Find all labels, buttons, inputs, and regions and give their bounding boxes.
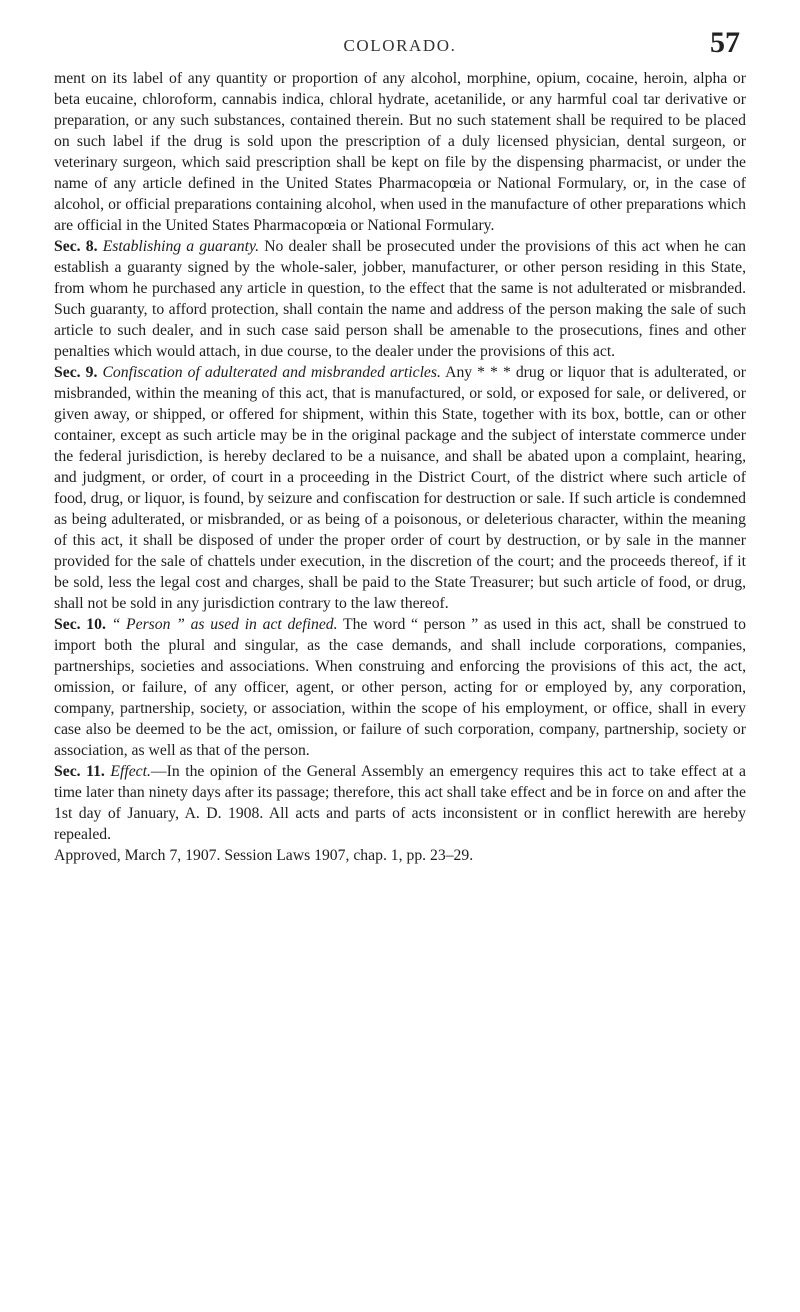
section-number: Sec. 9.: [54, 364, 98, 381]
section-title: Establishing a guaranty.: [102, 238, 260, 255]
section-text: No dealer shall be prosecuted under the provisions of this act when he can establish a guaranty signed by the whole-saler, jobber, manufacturer, or other person residing in this State, from whom he purchased any article in question, to the effect that the same is not adulterated or misbranded. Such guaranty, to afford protection, shall contain the name and address of the person making the sale of such article to such dealer, and in such case said person shall be amenable to the prosecutions, fines and other penalties which would attach, in due course, to the dealer under the provisions of this act.: [54, 238, 747, 360]
section-text: —In the opinion of the General Assembly an emergency requires this act to take effect at a time later than ninety days after its passage; therefore, this act shall take effect and be in force on and after the 1st day of January, A. D. 1908. All acts and parts of acts inconsistent or in conflict herewith are hereby repealed.: [54, 763, 746, 843]
running-title: COLORADO.: [343, 36, 457, 55]
section-title: Confiscation of adulterated and misbranded articles.: [102, 364, 441, 381]
section-11: [54, 761, 746, 845]
body-text: [54, 68, 746, 866]
section-number: Sec. 11.: [54, 763, 105, 780]
running-header: [0, 26, 800, 66]
section-9: [54, 362, 746, 614]
section-number: Sec. 8.: [54, 238, 98, 255]
section-title: “ Person ” as used in act defined.: [111, 616, 338, 633]
section-8: [54, 236, 746, 362]
section-title: Effect.: [110, 763, 151, 780]
section-text: Any * * * drug or liquor that is adulterated, or misbranded, within the meaning of this act, that is manufactured, or sold, or exposed for sale, or delivered, or given away, or shipped, or offered for shipment, within this State, together with its box, bottle, can or other container, except as such article may be in the original package and the subject of interstate commerce under the federal jurisdiction, is hereby declared to be a nuisance, and shall be abated upon a complaint, hearing, and judgment, or order, of court in a proceeding in the District Court, of the district where such article of food, drug, or liquor, is found, by seizure and confiscation for destruction or sale. If such article is condemned as being adulterated, or misbranded, or as being of a poisonous, or deleterious character, within the meaning of this act, it shall be disposed of under the proper order of court by destruction, or by sale in the manner provided for the sale of chattels under execution, in the discretion of the court; and the proceeds thereof, if it be sold, less the legal cost and charges, shall be paid to the State Treasurer; but such article of food, or drug, shall not be sold in any jurisdiction contrary to the law thereof.: [54, 364, 747, 612]
section-text: The word “ person ” as used in this act, shall be construed to import both the plural and singular, as the case demands, and shall include corporations, companies, partnerships, societies and associations. When construing and enforcing the provisions of this act, the act, omission, or failure, of any officer, agent, or other person, acting for or employed by, any corporation, company, partnership, society, or association, within the scope of his employment, or office, shall in every case also be deemed to be the act, omission, or failure of such corporation, company, partnership, society or association, as well as that of the person.: [54, 616, 746, 759]
section-number: Sec. 10.: [54, 616, 106, 633]
page-number: 57: [710, 26, 740, 59]
paragraph-continued: ment on its label of any quantity or proportion of any alcohol, morphine, opium, cocaine, heroin, alpha or beta eucaine, chloroform, cannabis indica, chloral hydrate, acetanilide, or any harmful coal tar derivative or preparation, or any such substances, contained therein. But no such statement shall be required to be placed on such label if the drug is sold upon the prescription of a duly licensed physician, dental surgeon, or veterinary surgeon, which said prescription shall be kept on file by the dispensing pharmacist, or under the name of any article defined in the United States Pharmacopœia or National Formulary, or, in the case of alcohol, or official preparations containing alcohol, when used in the manufacture of other preparations which are official in the United States Pharmacopœia or National Formulary.: [54, 70, 746, 234]
approval-note: Approved, March 7, 1907. Session Laws 1907, chap. 1, pp. 23–29.: [54, 847, 474, 864]
section-10: [54, 614, 746, 761]
